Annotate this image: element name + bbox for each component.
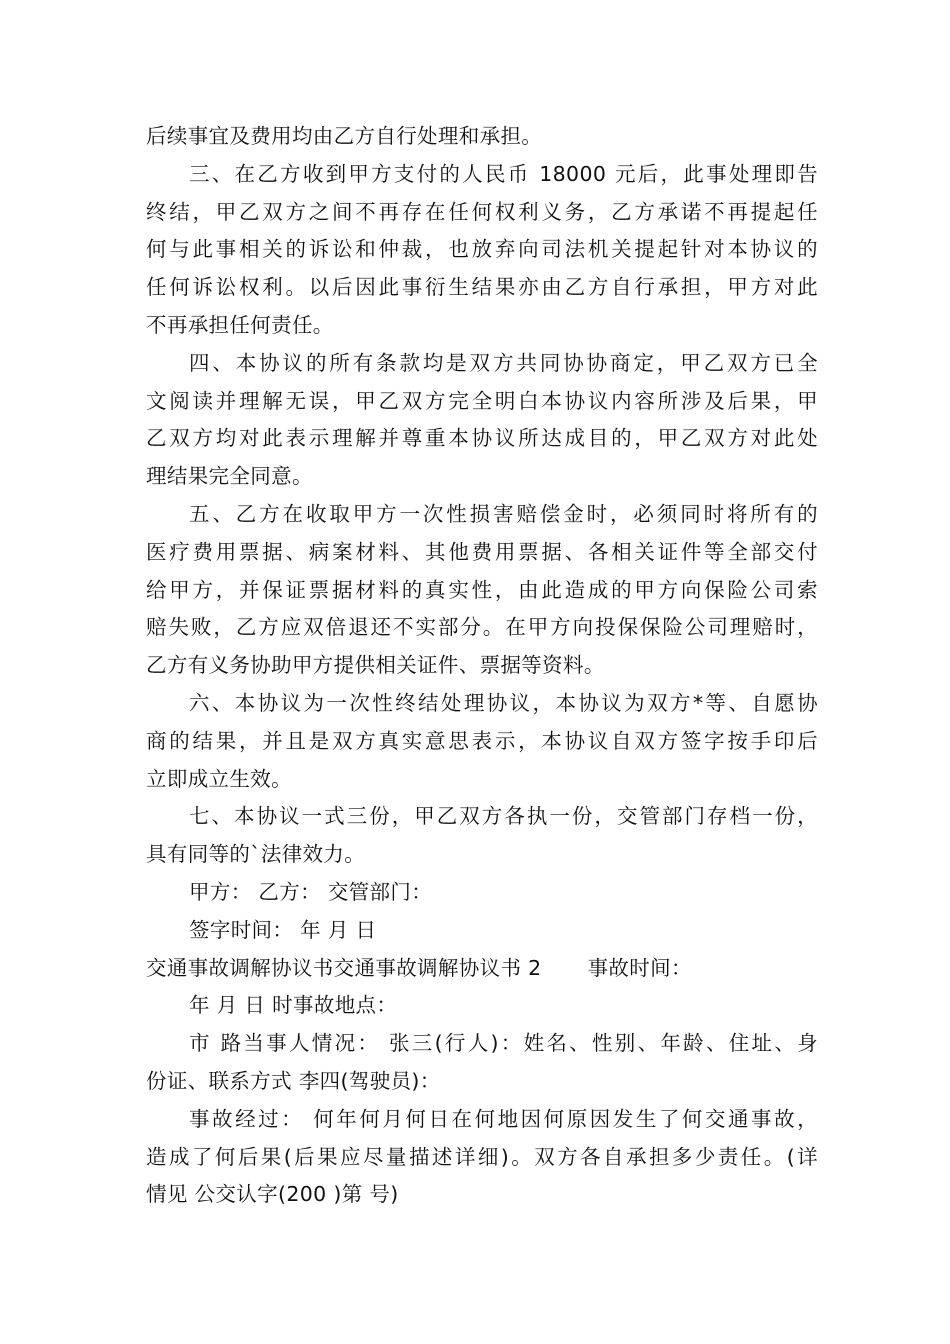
paragraph-line: 事故经过： 何年何月何日在何地因何原因发生了何交通事故，: [189, 1106, 818, 1131]
paragraph-line: 六、本协议为一次性终结处理协议，本协议为双方*等、自愿协: [189, 690, 818, 715]
paragraph-line: 理结果完全同意。: [146, 464, 313, 489]
section-title-line: [146, 950, 818, 988]
paragraph-line: 不再承担任何责任。: [146, 312, 334, 337]
paragraph-line: 后续事宜及费用均由乙方自行处理和承担。: [146, 124, 543, 148]
paragraph-line: 份证、联系方式 李四(驾驶员)：: [146, 1068, 441, 1093]
paragraph-line: 五、乙方在收取甲方一次性损害赔偿金时，必须同时将所有的: [189, 501, 818, 526]
signing-date-line: 签字时间： 年 月 日: [189, 917, 377, 942]
accident-time-label: 事故时间：: [587, 955, 692, 980]
paragraph-line: 任何诉讼权利。以后因此事衍生结果亦由乙方自行承担，甲方对此: [146, 275, 818, 300]
paragraph-line: 情见 公交认字(200 )第 号): [146, 1182, 399, 1207]
document-body: [146, 118, 818, 1214]
paragraph-line: 乙双方均对此表示理解并尊重本协议所达成目的，甲乙双方对此处: [146, 426, 818, 451]
paragraph-line: 赔失败，乙方应双倍退还不实部分。在甲方向投保保险公司理赔时，: [146, 615, 818, 640]
paragraph-line: 商的结果，并且是双方真实意思表示，本协议自双方签字按手印后: [146, 728, 818, 753]
paragraph-line: 立即成立生效。: [146, 766, 292, 791]
paragraph-line: 医疗费用票据、病案材料、其他费用票据、各相关证件等全部交付: [146, 539, 818, 564]
signature-line: 甲方： 乙方： 交管部门：: [189, 879, 433, 904]
section-title: 交通事故调解协议书交通事故调解协议书 2: [146, 955, 542, 980]
paragraph-line: 终结，甲乙双方之间不再存在任何权利义务，乙方承诺不再提起任: [146, 199, 818, 224]
paragraph-line: 造成了何后果(后果应尽量描述详细)。双方各自承担多少责任。(详: [146, 1144, 818, 1169]
paragraph-line: 三、在乙方收到甲方支付的人民币 18000 元后，此事处理即告: [189, 161, 818, 186]
paragraph-line: 文阅读并理解无误，甲乙双方完全明白本协议内容所涉及后果，甲: [146, 388, 818, 413]
paragraph-line: 具有同等的`法律效力。: [146, 842, 366, 867]
paragraph-line: 乙方有义务协助甲方提供相关证件、票据等资料。: [146, 653, 605, 678]
paragraph-line: 给甲方，并保证票据材料的真实性，由此造成的甲方向保险公司索: [146, 577, 818, 602]
paragraph-line: 年 月 日 时事故地点：: [189, 993, 398, 1018]
paragraph-line: 七、本协议一式三份，甲乙双方各执一份，交管部门存档一份，: [189, 804, 818, 829]
paragraph-line: 四、本协议的所有条款均是双方共同协协商定，甲乙双方已全: [189, 350, 818, 375]
paragraph-line: 市 路当事人情况： 张三(行人)：姓名、性别、年龄、住址、身: [189, 1031, 818, 1056]
paragraph-line: 何与此事相关的诉讼和仲裁，也放弃向司法机关提起针对本协议的: [146, 237, 818, 262]
